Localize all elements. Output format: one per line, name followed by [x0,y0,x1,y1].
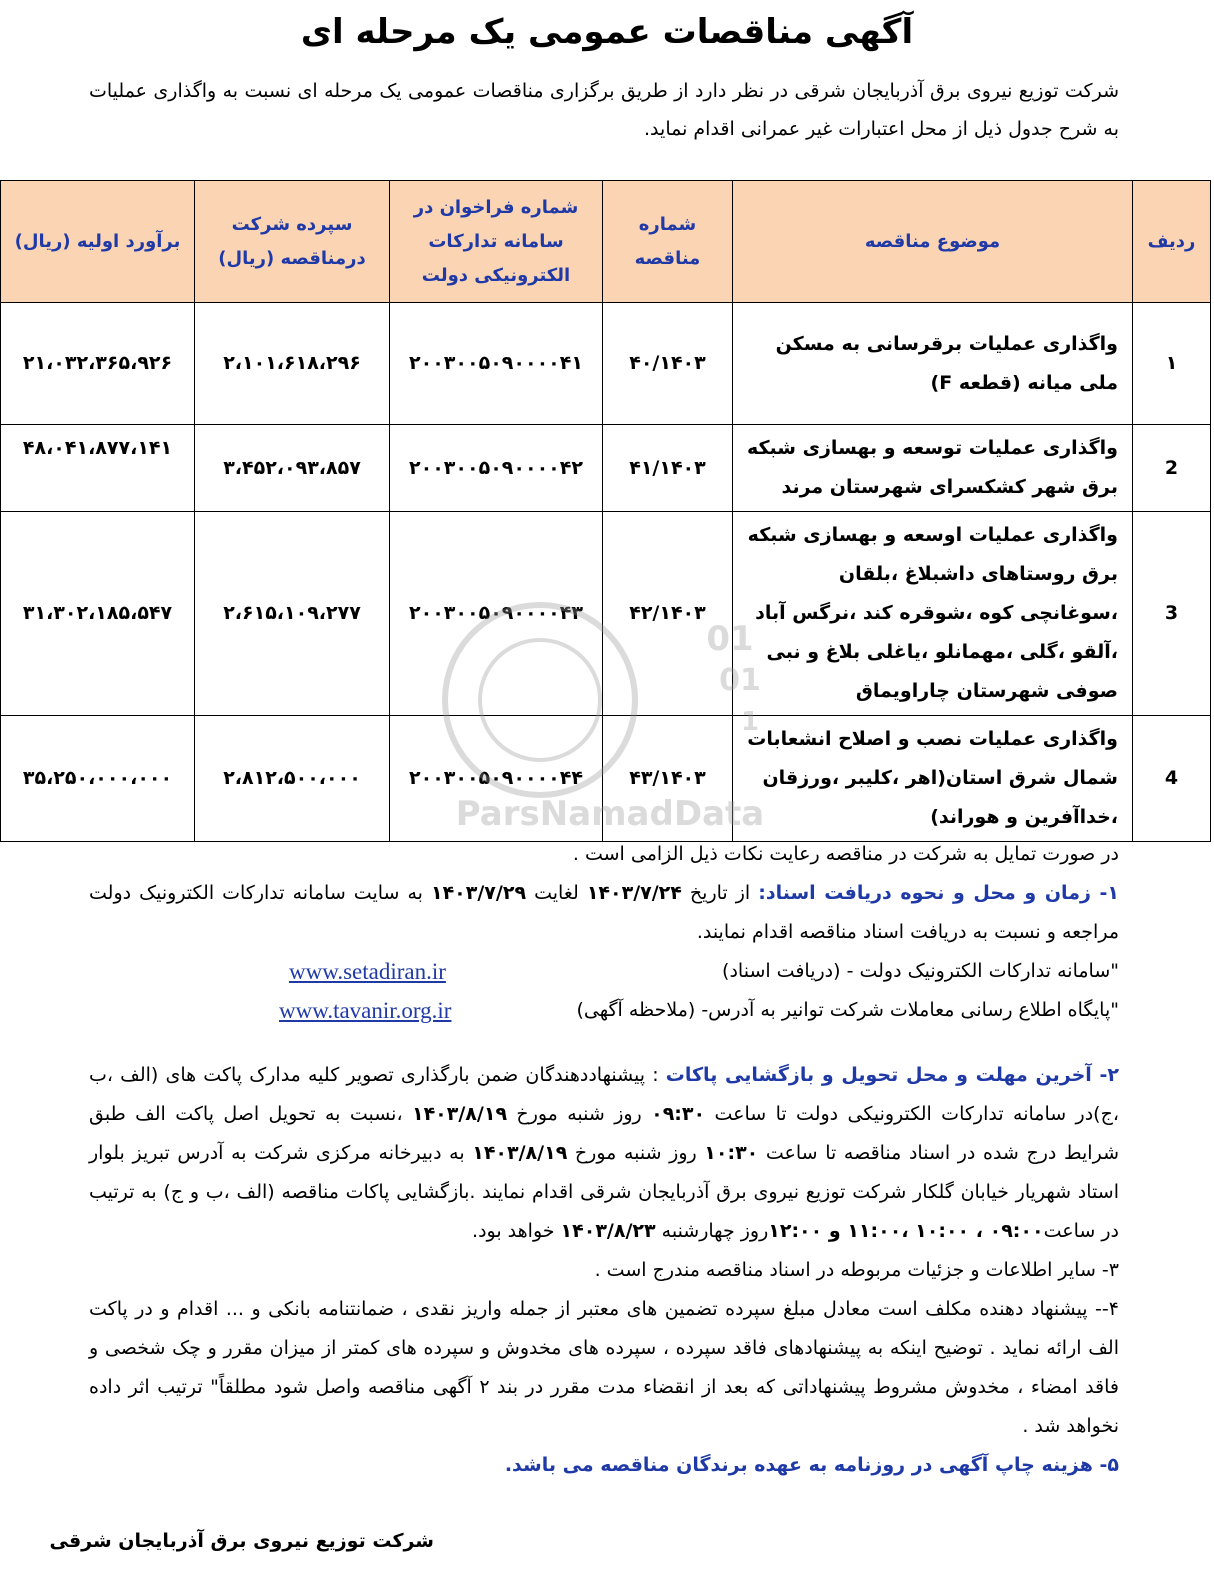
cell-row-number: 4 [1133,716,1211,842]
cell-subject: واگذاری عملیات اوسعه و بهسازی شبکه برق روستاهای داشبلاغ ،بلقان ،سوغانچی کوه ،شوقره کند ،نرگس آباد ،آلقو ،گلی ،مهمانلو ،یاغلی بلاغ و نبی صوفی شهرستان چاراویماق [733,512,1133,716]
section-2-text: روز شنبه مورخ [507,1103,652,1125]
section-2-date: ۱۴۰۳/۸/۱۹ [472,1142,568,1164]
table-row [1,512,1211,716]
section-2-text: : پیشنهاددهندگان ضمن بارگذاری تصویر کلیه مدارک پاکت های (الف ،ب ،ج)در سامانه تدارکات الکترونیکی دولت تا ساعت [89,1064,1119,1125]
header-subject: موضوع مناقصه [733,181,1133,303]
cell-estimate: ۴۸،۰۴۱،۸۷۷،۱۴۱ [1,425,195,512]
cell-deposit: ۲،۸۱۲،۵۰۰،۰۰۰ [195,716,390,842]
note-line: در صورت تمایل به شرکت در مناقصه رعایت نکات ذیل الزامی است . [572,843,1119,865]
section-2-time: ۱۰:۳۰ [704,1142,759,1164]
header-tender-number: شماره مناقصه [603,181,733,303]
header-deposit: سپرده شرکت درمناقصه (ریال) [195,181,390,303]
cell-estimate: ۲۱،۰۳۲،۳۶۵،۹۲۶ [1,303,195,425]
section-2-text: خواهد بود. [472,1220,561,1242]
cell-tender-number: ۴۲/۱۴۰۳ [603,512,733,716]
svg-text:1: 1 [740,707,760,737]
section-2-text: روز شنبه مورخ [567,1142,705,1164]
cell-deposit: ۳،۴۵۲،۰۹۳،۸۵۷ [195,425,390,512]
table-row [1,303,1211,425]
section-2-date: ۱۴۰۳/۸/۱۹ [411,1103,508,1125]
section-4: ۴-- پیشنهاد دهنده مکلف است معادل مبلغ سپرده تضمین های معتبر از جمله واریز نقدی ، ضمانتنامه بانکی و ... اقدام و در پاکت الف ارائه نماید . توضیح اینکه به پیشنهادهای فاقد سپرده ، سپرده های مخدوش و سپرده های کمتر از میزان مقرر و چک شخصی و فاقد امضاء ، مخدوش مشروط پیشنهاداتی که بعد از انقضاء مدت مقرر در بند ۲ آگهی مناقصه واصل شود مطلقاً" ترتیب اثر داده نخواهد شد . [89,1298,1120,1437]
section-2-text: ،نسبت به تحویل اصل پاکت الف طبق شرایط درج شده در اسناد مناقصه تا ساعت [89,1103,1119,1164]
tavanir-row [89,991,1119,1030]
cell-estimate: ۳۱،۳۰۲،۱۸۵،۵۴۷ [1,512,195,716]
cell-call-number: ۲۰۰۳۰۰۵۰۹۰۰۰۰۴۴ [390,716,603,842]
cell-tender-number: ۴۰/۱۴۰۳ [603,303,733,425]
setadiran-label: "سامانه تدارکات الکترونیک دولت - (دریافت اسناد) [722,960,1119,982]
section-1-heading: ۱- زمان و محل و نحوه دریافت اسناد: [758,882,1119,904]
setadiran-link[interactable]: www.setadiran.ir [289,959,446,984]
section-2-time: ۰۹:۳۰ [651,1103,706,1125]
cell-row-number: 2 [1133,425,1211,512]
cell-call-number: ۲۰۰۳۰۰۵۰۹۰۰۰۰۴۱ [390,303,603,425]
tavanir-link[interactable]: www.tavanir.org.ir [279,998,452,1023]
section-1-date-from: ۱۴۰۳/۷/۲۴ [586,882,682,904]
cell-deposit: ۲،۶۱۵،۱۰۹،۲۷۷ [195,512,390,716]
watermark-brand: ParsNamadData [455,794,765,834]
cell-subject: واگذاری عملیات نصب و اصلاح انشعابات شمال شرق استان(اهر ،کلیبر ،ورزقان ،خداآفرین و هوراند) [733,716,1133,842]
section-2-heading: ۲- آخرین مهلت و محل تحویل و بازگشایی پاکات [665,1064,1120,1086]
cell-row-number: ۱ [1133,303,1211,425]
cell-subject: واگذاری عملیات توسعه و بهسازی شبکه برق شهر کشکسرای شهرستان مرند [733,425,1133,512]
cell-row-number: 3 [1133,512,1211,716]
section-2-text: روز چهارشنبه [655,1220,769,1242]
section-1-text: به سایت سامانه تدارکات الکترونیک دولت مراجعه و نسبت به دریافت اسناد مناقصه اقدام نمایند. [89,882,1119,943]
setadiran-row [89,952,1119,991]
section-1 [89,874,1119,952]
section-1-text: از تاریخ [681,882,759,904]
header-estimate: برآورد اولیه (ریال) [1,181,195,303]
cell-deposit: ۲،۱۰۱،۶۱۸،۲۹۶ [195,303,390,425]
cell-tender-number: ۴۳/۱۴۰۳ [603,716,733,842]
section-2-text: به دبیرخانه مرکزی شرکت به آدرس تبریز بلوار استاد شهریار خیابان گلکار شرکت توزیع نیروی برق آذربایجان شرقی اقدام نمایند .بازگشایی پاکات مناقصه (الف ،ب و ج) به ترتیب در ساعت [89,1142,1119,1242]
tavanir-label: "پایگاه اطلاع رسانی معاملات شرکت توانیر به آدرس- (ملاحظه آگهی) [576,999,1119,1021]
table-row [1,425,1211,512]
section-1-date-to: ۱۴۰۳/۷/۲۹ [430,882,527,904]
header-row-number: ردیف [1133,181,1211,303]
table-row [1,716,1211,842]
cell-subject: واگذاری عملیات برقرسانی به مسکن ملی میانه (قطعه F) [733,303,1133,425]
page-title: آگهی مناقصات عمومی یک مرحله ای [300,12,914,52]
section-2-times: ۰۹:۰۰ ، ۱۰:۰۰ ،۱۱:۰۰ و ۱۲:۰۰ [768,1220,1044,1242]
body-text [89,835,1119,1485]
svg-text:01: 01 [706,619,754,659]
cell-call-number: ۲۰۰۳۰۰۵۰۹۰۰۰۰۴۳ [390,512,603,716]
header-call-number: شماره فراخوان در سامانه تدارکات الکترونیکی دولت [390,181,603,303]
section-2-date: ۱۴۰۳/۸/۲۳ [560,1220,656,1242]
table-header-row [1,181,1211,303]
intro-paragraph: شرکت توزیع نیروی برق آذربایجان شرقی در نظر دارد از طریق برگزاری مناقصات عمومی یک مرحله ای نسبت به واگذاری عملیات به شرح جدول ذیل از محل اعتبارات غیر عمرانی اقدام نماید. [89,80,1119,140]
section-2 [89,1056,1119,1251]
svg-text:01: 01 [719,663,761,698]
signature: شرکت توزیع نیروی برق آذربایجان شرقی [49,1530,434,1552]
section-1-text: لغایت [526,882,587,904]
tenders-table [0,180,1211,842]
cell-tender-number: ۴۱/۱۴۰۳ [603,425,733,512]
cell-estimate: ۳۵،۲۵۰،۰۰۰،۰۰۰ [1,716,195,842]
section-3: ۳- سایر اطلاعات و جزئیات مربوطه در اسناد مناقصه مندرج است . [594,1259,1119,1281]
section-5: ۵- هزینه چاپ آگهی در روزنامه به عهده برندگان مناقصه می باشد. [504,1454,1119,1476]
cell-call-number: ۲۰۰۳۰۰۵۰۹۰۰۰۰۴۲ [390,425,603,512]
